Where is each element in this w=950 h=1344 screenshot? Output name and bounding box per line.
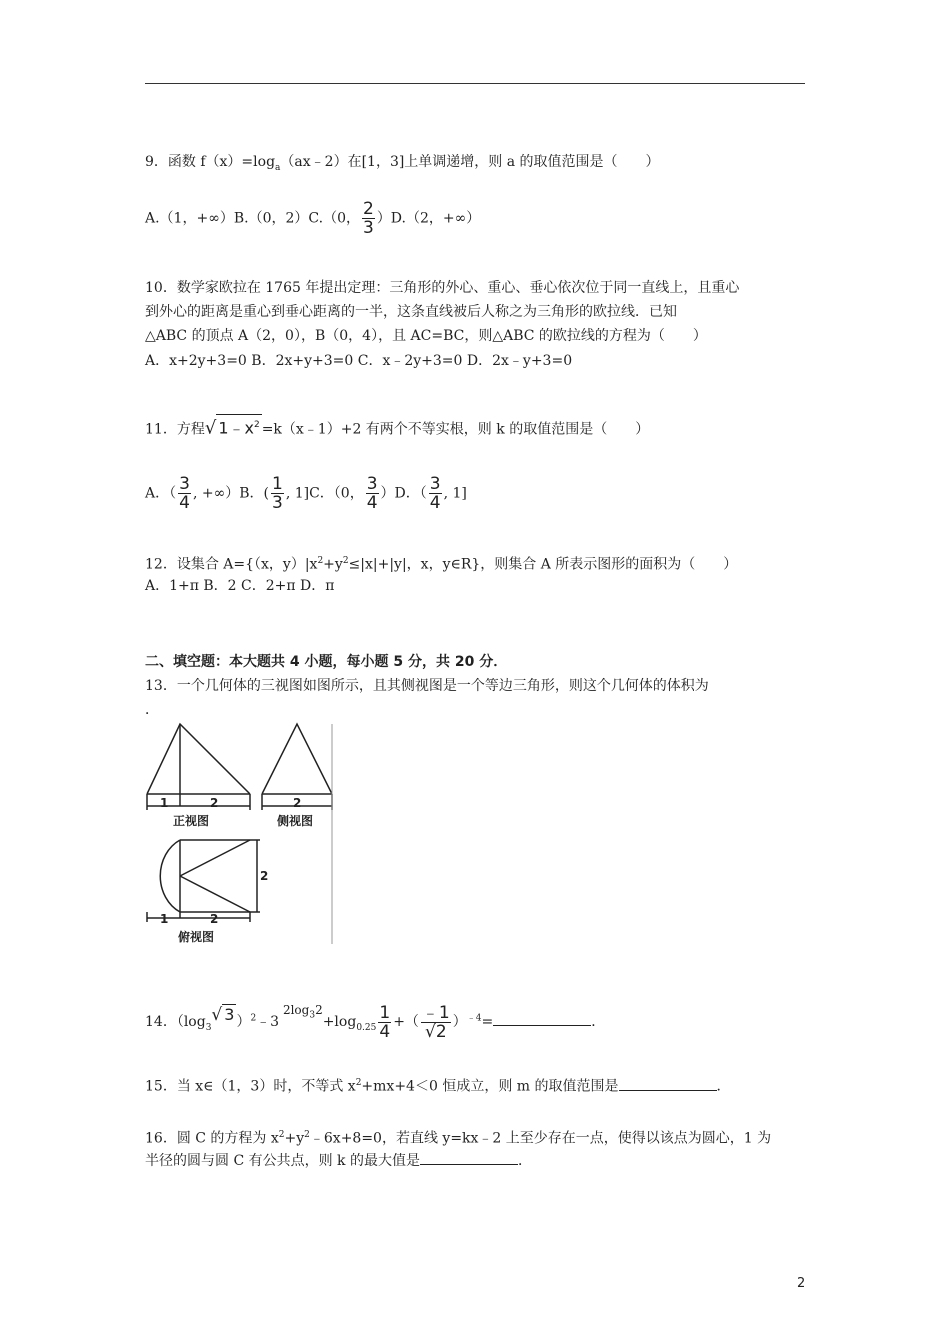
three-view-drawing xyxy=(145,722,335,947)
q13-line2: ． xyxy=(145,702,159,718)
q13-line1: 13．一个几何体的三视图如图所示，且其侧视图是一个等边三角形，则这个几何体的体积为 xyxy=(145,678,709,694)
dim-front-2: 2 xyxy=(210,796,219,810)
q11-sqrt: $1﹣x^2$ xyxy=(216,414,261,438)
section-title: 二、填空题：本大题共 4 小题，每小题 5 分，共 20 分． xyxy=(145,654,508,670)
q16-line1: 16．圆 C 的方程为 $x^2+y^2﹣6x+8=0$，若直线 y=kx﹣2 上至少存在一点，使得以该点为圆心，1 为 xyxy=(145,1130,772,1147)
q10-line3: △ABC 的顶点 A（2，0），B（0，4），且 AC=BC，则△ABC 的欧拉线的方程为（ ） xyxy=(145,328,707,344)
q9-options: A.（1，+∞）B.（0，2）C.（0， $\frac{2}{3}$ ）D.（2，+∞） xyxy=(145,199,481,238)
q9-fraction: $\frac{2}{3}$ xyxy=(362,199,374,238)
q12-options: A．1+π B．2 C．2+π D．π xyxy=(145,578,335,594)
dim-top-1: 1 xyxy=(160,912,169,926)
dim-top-2: 2 xyxy=(210,912,219,926)
dim-top-height: 2 xyxy=(260,869,269,883)
q10-line2: 到外心的距离是重心到垂心距离的一半，这条直线被后人称之为三角形的欧拉线．已知 xyxy=(145,304,677,320)
q12-stem: 12．设集合 A={（x，$y)|x^2+y^2\le|x|+|y|$，x，y∈R}，则集合 A 所表示图形的面积为（ ） xyxy=(145,556,738,573)
q14-stem: 14．（$\log_3√$ 3 ）$^2$﹣3 $2\log_32+\log_{0.25}$ $\frac{1}{4}$ +（ $\frac{﹣1}{√2}$ ）$^{﹣4}$= ． xyxy=(145,1002,606,1042)
q14-answer-blank[interactable] xyxy=(493,1011,591,1026)
q10-options: A．x+2y+3=0 B．2x+y+3=0 C．x﹣2y+3=0 D．2x﹣y+3=0 xyxy=(145,353,573,369)
q11-options: A．（ $\frac{3}{4}$ , +∞）B．( $\frac{1}{3}$ , 1]C．（0， $\frac{3}{4}$ ）D．（ $\frac{3}{4}$ , 1] xyxy=(145,474,467,513)
page-number: 2 xyxy=(797,1276,806,1291)
top-view-label: 俯视图 xyxy=(178,930,215,944)
front-view-label: 正视图 xyxy=(173,814,210,828)
q15-stem: 15．当 x∈（1，3）时，不等式 $x^2+mx+4<0$ 恒成立，则 m 的取值范围是 ． xyxy=(145,1073,731,1097)
q9-stem: 9．函数 $f(x)=\log_a(ax﹣2)$在[1，3]上单调递增，则 a 的取值范围是（ ） xyxy=(145,154,660,173)
q15-answer-blank[interactable] xyxy=(619,1076,717,1091)
header-rule xyxy=(145,83,805,84)
dim-side-2: 2 xyxy=(293,796,302,810)
q16-line2: 半径的圆与圆 C 有公共点，则 k 的最大值是 ． xyxy=(145,1150,532,1171)
side-view-label: 侧视图 xyxy=(277,814,314,828)
q10-line1: 10．数学家欧拉在 1765 年提出定理：三角形的外心、重心、垂心依次位于同一直线上，且重心 xyxy=(145,280,740,296)
dim-front-1: 1 xyxy=(160,796,169,810)
q16-answer-blank[interactable] xyxy=(420,1150,518,1165)
q11-stem: 11．方程√ $1﹣x^2$ =k（x﹣1）+2 有两个不等实根，则 k 的取值范围是（ ） xyxy=(145,414,649,439)
three-view-figure xyxy=(145,722,335,947)
